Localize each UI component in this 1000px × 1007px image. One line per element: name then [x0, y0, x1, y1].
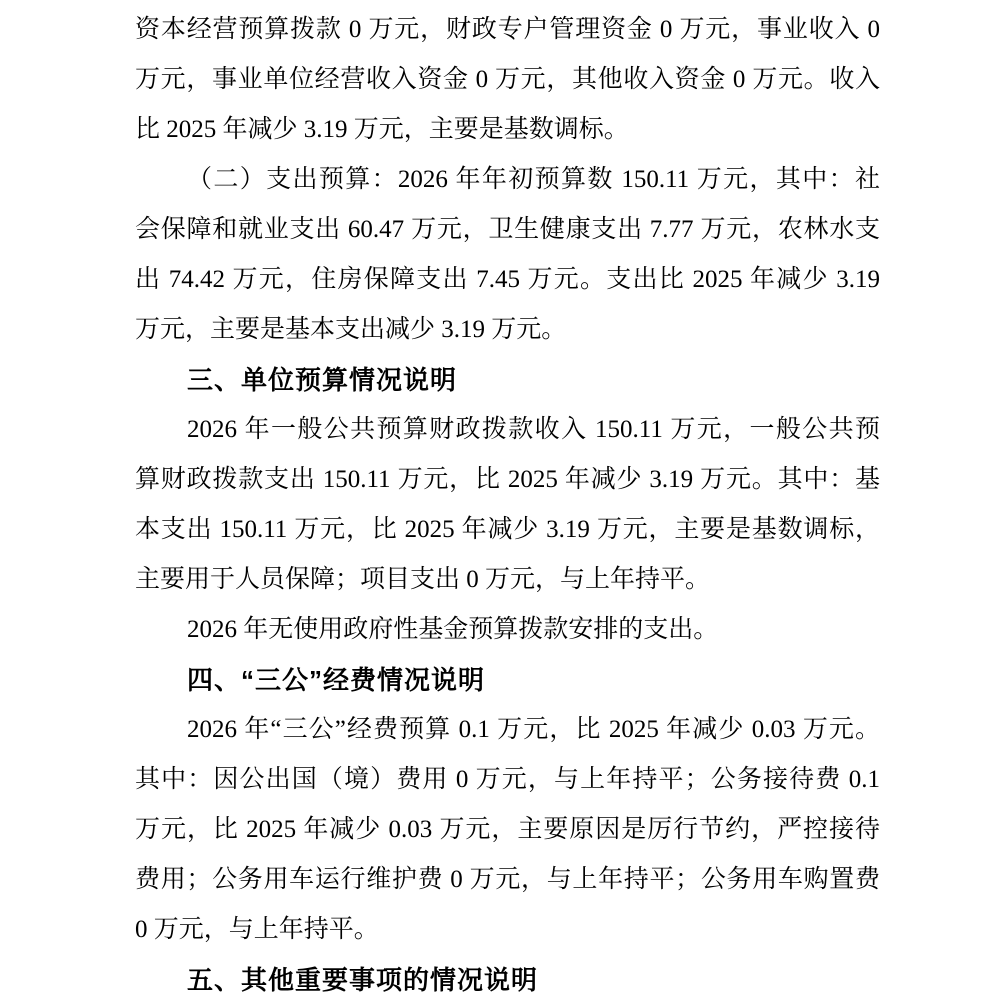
text-line: 2026 年一般公共预算财政拨款收入 150.11 万元，一般公共预 — [187, 416, 880, 443]
text-line: 出 74.42 万元，住房保障支出 7.45 万元。支出比 2025 年减少 3.19 — [135, 266, 880, 293]
document-text-block — [135, 5, 880, 1005]
text-line: 会保障和就业支出 60.47 万元，卫生健康支出 7.77 万元，农林水支 — [135, 216, 880, 243]
text-line: 万元，主要是基本支出减少 3.19 万元。 — [135, 316, 567, 343]
section-heading: 三、单位预算情况说明 — [187, 365, 458, 395]
text-line: 资本经营预算拨款 0 万元，财政专户管理资金 0 万元，事业收入 0 — [135, 16, 880, 43]
text-line: 算财政拨款支出 150.11 万元，比 2025 年减少 3.19 万元。其中：基 — [135, 466, 880, 493]
text-line: 2026 年无使用政府性基金预算拨款安排的支出。 — [187, 616, 719, 643]
text-line: 2026 年“三公”经费预算 0.1 万元，比 2025 年减少 0.03 万元。 — [187, 716, 880, 743]
text-line: 主要用于人员保障；项目支出 0 万元，与上年持平。 — [135, 566, 711, 593]
text-line: 本支出 150.11 万元，比 2025 年减少 3.19 万元，主要是基数调标， — [135, 516, 880, 543]
text-line: 万元，比 2025 年减少 0.03 万元，主要原因是厉行节约，严控接待 — [135, 816, 880, 843]
text-line: 万元，事业单位经营收入资金 0 万元，其他收入资金 0 万元。收入 — [135, 66, 880, 93]
text-line: （二）支出预算：2026 年年初预算数 150.11 万元，其中：社 — [187, 166, 880, 193]
text-line: 其中：因公出国（境）费用 0 万元，与上年持平；公务接待费 0.1 — [135, 766, 880, 793]
section-heading: 五、其他重要事项的情况说明 — [187, 965, 539, 995]
text-line: 费用；公务用车运行维护费 0 万元，与上年持平；公务用车购置费 — [135, 866, 880, 893]
text-line: 0 万元，与上年持平。 — [135, 916, 379, 943]
section-heading: 四、“三公”经费情况说明 — [187, 665, 486, 695]
text-line: 比 2025 年减少 3.19 万元，主要是基数调标。 — [135, 116, 629, 143]
